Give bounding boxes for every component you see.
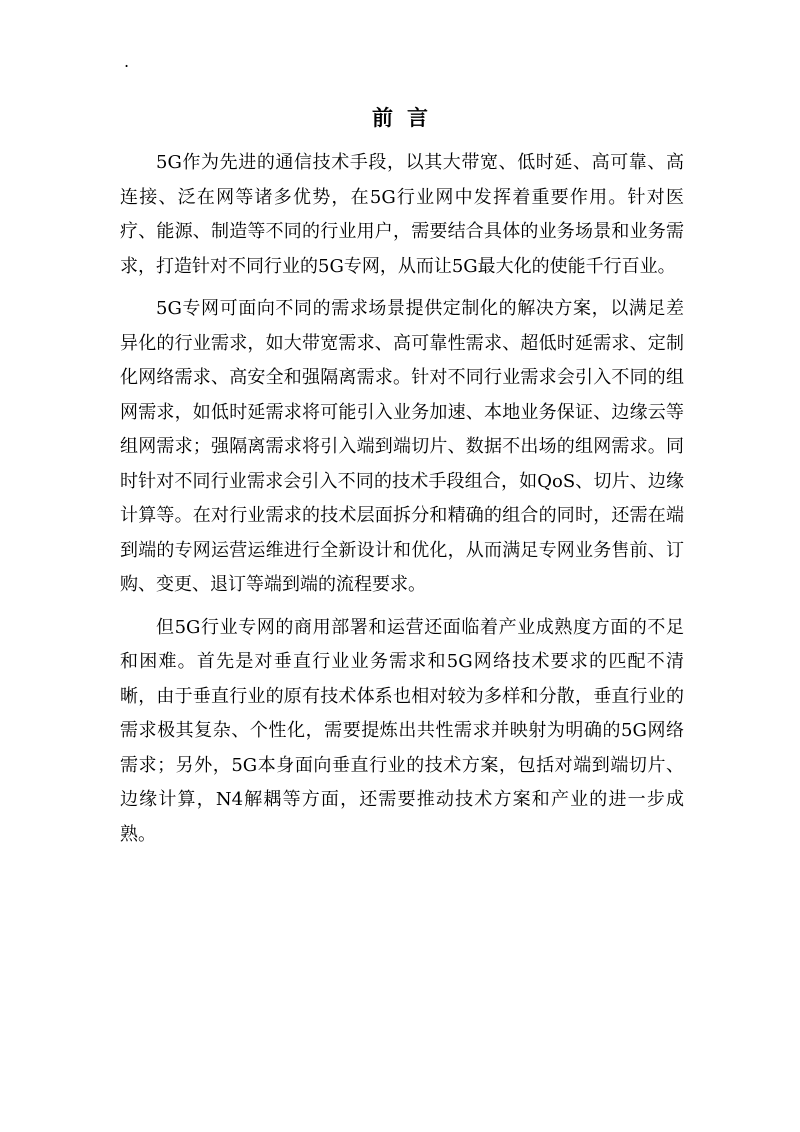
page-marker-dot: . xyxy=(124,52,130,71)
page-title: 前言 xyxy=(372,106,442,130)
paragraph-2: 5G专网可面向不同的需求场景提供定制化的解决方案，以满足差异化的行业需求，如大带宽需求、高可靠性需求、超低时延需求、定制化网络需求、高安全和强隔离需求。针对不同行业需求会引入不同的组网需求，如低时延需求将可能引入业务加速、本地业务保证、边缘云等组网需求；强隔离需求将引入端到端切片、数据不出场的组网需求。同时针对不同行业需求会引入不同的技术手段组合，如QoS、切片、边缘计算等。在对行业需求的技术层面拆分和精确的组合的同时，还需在端到端的专网运营运维进行全新设计和优化，从而满足专网业务售前、订购、变更、退订等端到端的流程要求。 xyxy=(120,298,684,595)
paragraph-3: 但5G行业专网的商用部署和运营还面临着产业成熟度方面的不足和困难。首先是对垂直行业业务需求和5G网络技术要求的匹配不清晰，由于垂直行业的原有技术体系也相对较为多样和分散，垂直行业的需求极其复杂、个性化，需要提炼出共性需求并映射为明确的5G网络需求；另外，5G本身面向垂直行业的技术方案，包括对端到端切片、边缘计算，N4解耦等方面，还需要推动技术方案和产业的进一步成熟。 xyxy=(120,616,684,845)
body-text xyxy=(120,146,684,860)
paragraph-1: 5G作为先进的通信技术手段，以其大带宽、低时延、高可靠、高连接、泛在网等诸多优势，在5G行业网中发挥着重要作用。针对医疗、能源、制造等不同的行业用户，需要结合具体的业务场景和业务需求，打造针对不同行业的5G专网，从而让5G最大化的使能千行百业。 xyxy=(120,152,684,277)
